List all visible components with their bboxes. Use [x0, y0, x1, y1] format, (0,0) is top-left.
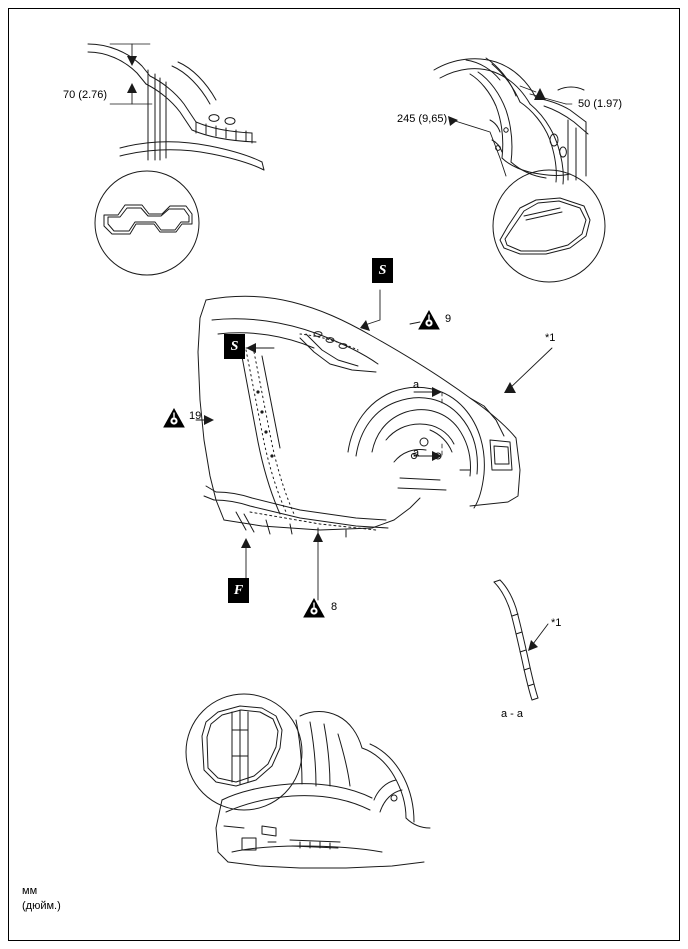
units-line-mm: мм: [22, 885, 38, 897]
callout-label-9: 9: [445, 313, 452, 325]
detail-circle-bottom: [186, 694, 302, 810]
section-label-a-top: a: [413, 379, 420, 391]
dimension-label-50: 50 (1.97): [578, 98, 623, 110]
detail-circle-right: [493, 170, 605, 282]
section-label-a-a: a - a: [501, 708, 524, 720]
dimension-label-70: 70 (2.76): [63, 89, 108, 101]
sealer-triangle-icon-19: [163, 408, 185, 428]
detail-top-left: [88, 44, 264, 170]
callout-label-star1-right: *1: [545, 332, 556, 344]
sealer-triangle-icon-9: [418, 310, 440, 330]
units-note: [22, 884, 61, 914]
detail-top-right: [434, 58, 588, 184]
dimension-label-245: 245 (9,65): [397, 113, 448, 125]
detail-circle-left: [95, 171, 199, 275]
callout-label-19: 19: [189, 410, 202, 422]
section-label-a-mid: a: [413, 447, 420, 459]
main-quarter-panel: [196, 290, 552, 600]
sealer-triangle-icon-8: [303, 598, 325, 618]
section-a-a-profile: [494, 580, 548, 700]
badge-marker-s-top: S: [372, 258, 393, 283]
callout-label-star1-section: *1: [551, 617, 562, 629]
units-line-inch: (дюйм.): [22, 899, 61, 912]
callout-label-8: 8: [331, 601, 338, 613]
badge-marker-s-left: S: [224, 334, 245, 359]
badge-marker-f-bottom: F: [228, 578, 249, 603]
